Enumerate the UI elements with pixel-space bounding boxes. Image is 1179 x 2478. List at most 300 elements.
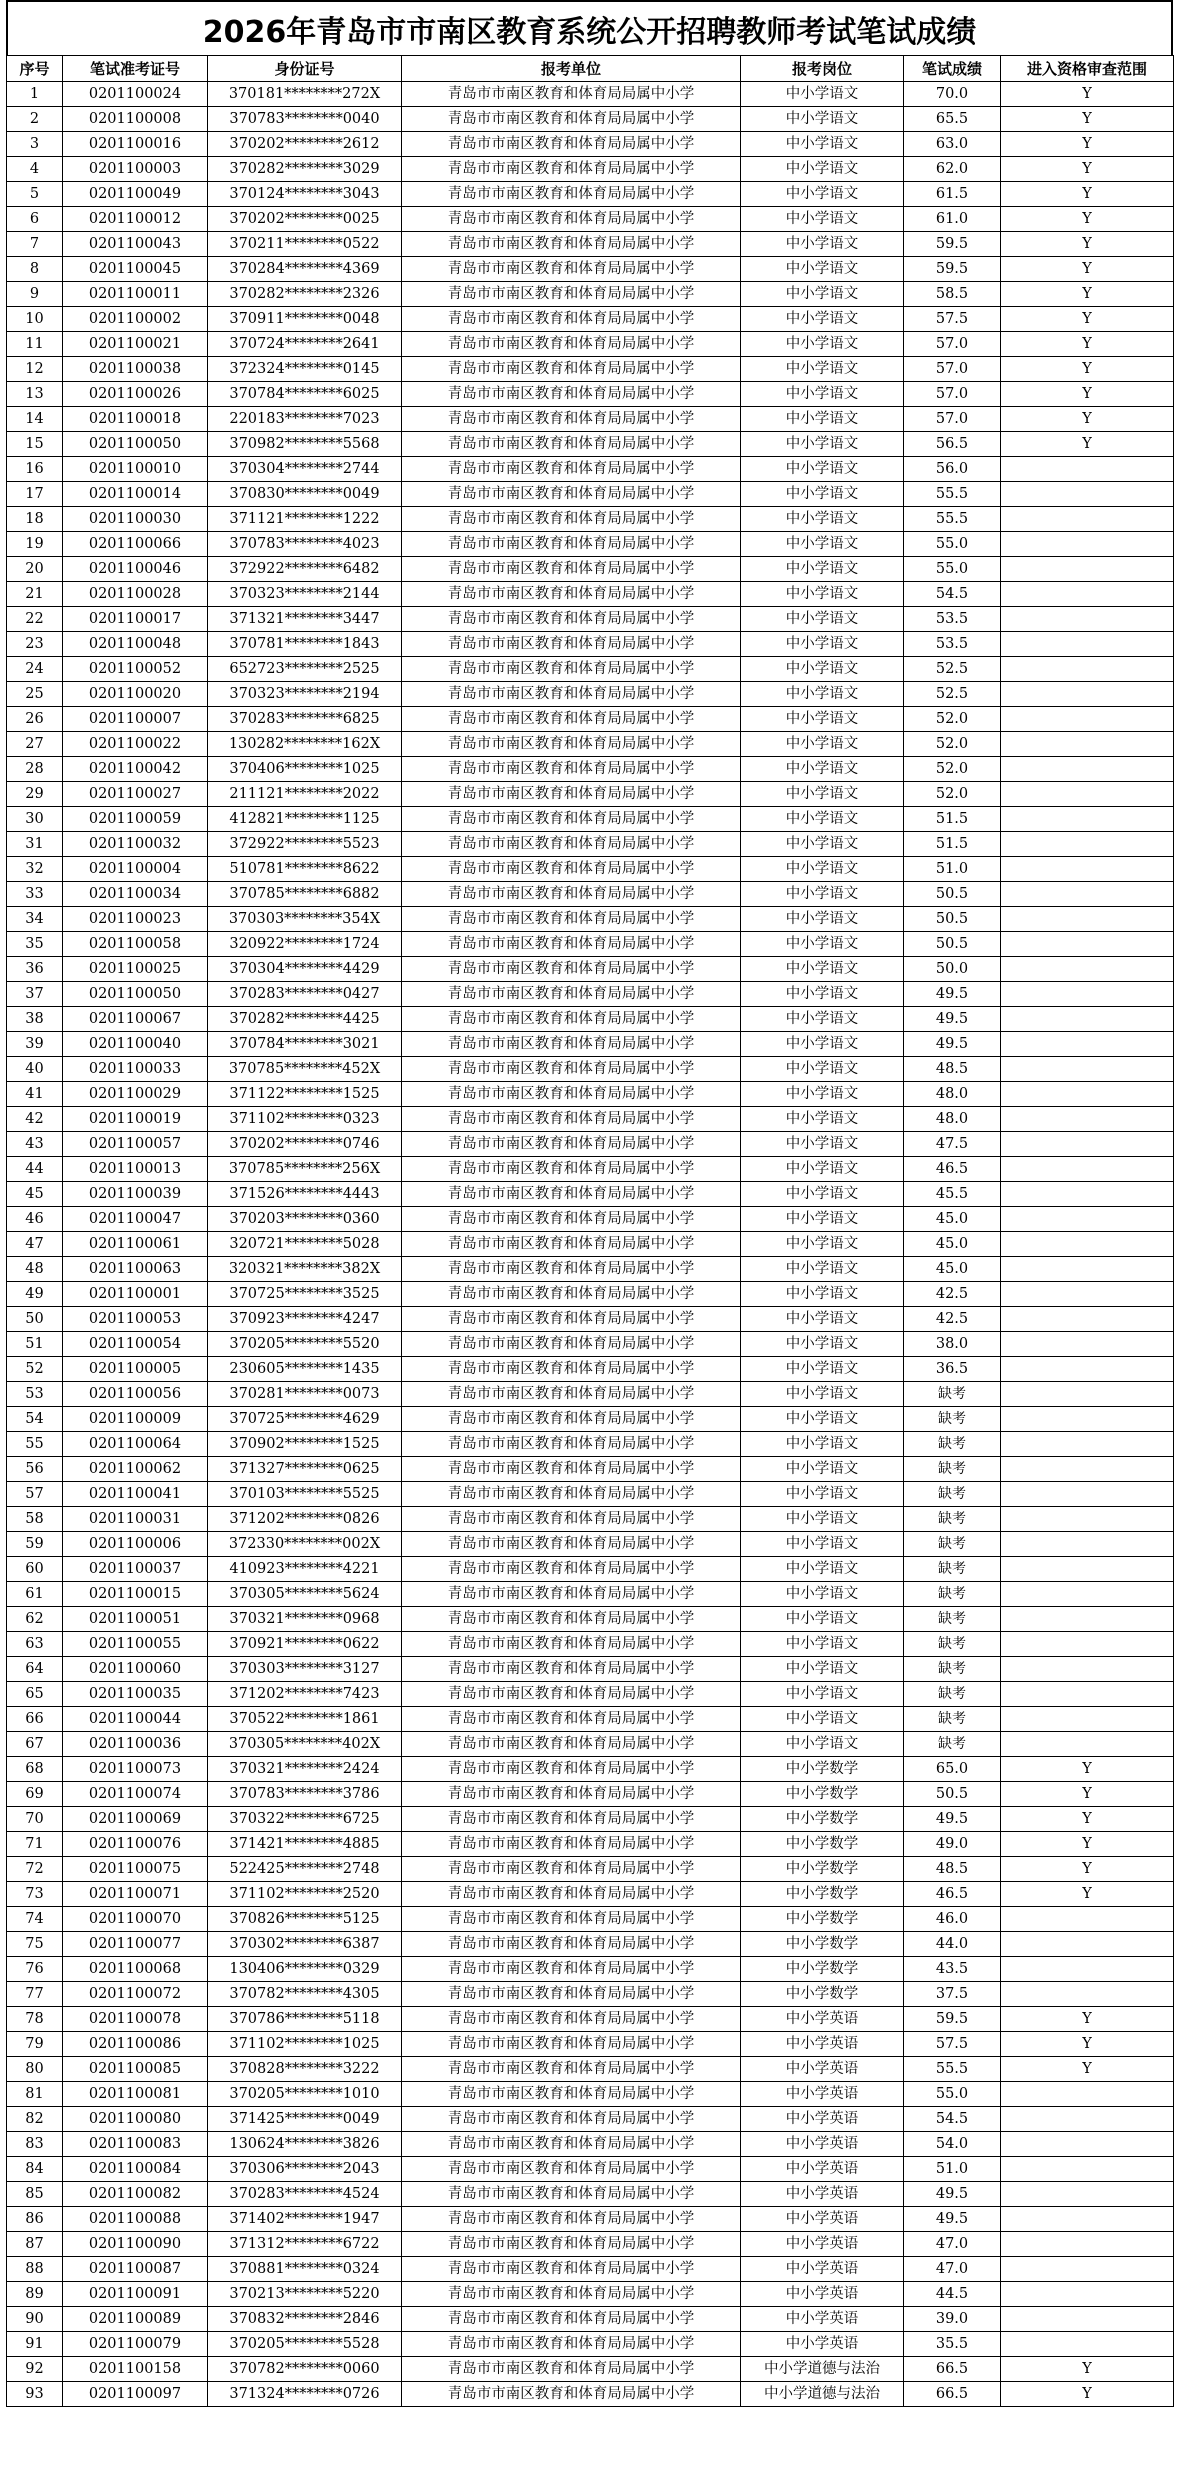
row-index: 30 <box>7 807 63 832</box>
applied-post: 中小学语文 <box>741 707 904 732</box>
ticket-number: 0201100070 <box>63 1907 208 1932</box>
row-index: 91 <box>7 2332 63 2357</box>
qualification-mark: Y <box>1001 132 1174 157</box>
applied-post: 中小学语文 <box>741 1057 904 1082</box>
applied-unit: 青岛市市南区教育和体育局局属中小学 <box>402 2082 741 2107</box>
applied-post: 中小学语文 <box>741 257 904 282</box>
written-score: 缺考 <box>904 1457 1001 1482</box>
table-row <box>7 232 1174 257</box>
applied-unit: 青岛市市南区教育和体育局局属中小学 <box>402 1232 741 1257</box>
applied-unit: 青岛市市南区教育和体育局局属中小学 <box>402 257 741 282</box>
ticket-number: 0201100026 <box>63 382 208 407</box>
applied-unit: 青岛市市南区教育和体育局局属中小学 <box>402 1907 741 1932</box>
written-score: 52.0 <box>904 732 1001 757</box>
qualification-mark <box>1001 507 1174 532</box>
qualification-mark: Y <box>1001 432 1174 457</box>
id-number: 371526********4443 <box>208 1182 402 1207</box>
id-number: 320721********5028 <box>208 1232 402 1257</box>
ticket-number: 0201100009 <box>63 1407 208 1432</box>
row-index: 5 <box>7 182 63 207</box>
applied-post: 中小学英语 <box>741 2307 904 2332</box>
applied-unit: 青岛市市南区教育和体育局局属中小学 <box>402 307 741 332</box>
row-index: 74 <box>7 1907 63 1932</box>
id-number: 370282********4425 <box>208 1007 402 1032</box>
applied-unit: 青岛市市南区教育和体育局局属中小学 <box>402 807 741 832</box>
written-score: 50.0 <box>904 957 1001 982</box>
table-row <box>7 432 1174 457</box>
applied-unit: 青岛市市南区教育和体育局局属中小学 <box>402 1132 741 1157</box>
qualification-mark: Y <box>1001 82 1174 107</box>
ticket-number: 0201100042 <box>63 757 208 782</box>
applied-unit: 青岛市市南区教育和体育局局属中小学 <box>402 682 741 707</box>
id-number: 412821********1125 <box>208 807 402 832</box>
written-score: 52.0 <box>904 757 1001 782</box>
applied-post: 中小学语文 <box>741 1157 904 1182</box>
applied-post: 中小学语文 <box>741 1682 904 1707</box>
id-number: 371327********0625 <box>208 1457 402 1482</box>
applied-post: 中小学数学 <box>741 1857 904 1882</box>
id-number: 370785********6882 <box>208 882 402 907</box>
ticket-number: 0201100087 <box>63 2257 208 2282</box>
table-row <box>7 1807 1174 1832</box>
qualification-mark <box>1001 732 1174 757</box>
id-number: 370725********4629 <box>208 1407 402 1432</box>
row-index: 70 <box>7 1807 63 1832</box>
id-number: 370202********0025 <box>208 207 402 232</box>
col-unit-header: 报考单位 <box>402 56 741 82</box>
row-index: 19 <box>7 532 63 557</box>
id-number: 370832********2846 <box>208 2307 402 2332</box>
table-row <box>7 1482 1174 1507</box>
applied-unit: 青岛市市南区教育和体育局局属中小学 <box>402 1932 741 1957</box>
id-number: 370124********3043 <box>208 182 402 207</box>
row-index: 51 <box>7 1332 63 1357</box>
applied-unit: 青岛市市南区教育和体育局局属中小学 <box>402 1857 741 1882</box>
table-row <box>7 2357 1174 2382</box>
applied-unit: 青岛市市南区教育和体育局局属中小学 <box>402 1032 741 1057</box>
table-row <box>7 2132 1174 2157</box>
applied-post: 中小学语文 <box>741 107 904 132</box>
ticket-number: 0201100033 <box>63 1057 208 1082</box>
written-score: 缺考 <box>904 1482 1001 1507</box>
applied-unit: 青岛市市南区教育和体育局局属中小学 <box>402 1107 741 1132</box>
written-score: 65.0 <box>904 1757 1001 1782</box>
applied-unit: 青岛市市南区教育和体育局局属中小学 <box>402 1382 741 1407</box>
applied-unit: 青岛市市南区教育和体育局局属中小学 <box>402 707 741 732</box>
table-row <box>7 832 1174 857</box>
ticket-number: 0201100083 <box>63 2132 208 2157</box>
ticket-number: 0201100064 <box>63 1432 208 1457</box>
written-score: 缺考 <box>904 1582 1001 1607</box>
col-index-header: 序号 <box>7 56 63 82</box>
qualification-mark <box>1001 882 1174 907</box>
qualification-mark <box>1001 1332 1174 1357</box>
applied-post: 中小学语文 <box>741 1332 904 1357</box>
qualification-mark <box>1001 807 1174 832</box>
table-row <box>7 1857 1174 1882</box>
qualification-mark <box>1001 682 1174 707</box>
written-score: 59.5 <box>904 232 1001 257</box>
applied-post: 中小学语文 <box>741 1032 904 1057</box>
written-score: 57.0 <box>904 357 1001 382</box>
qualification-mark <box>1001 582 1174 607</box>
applied-post: 中小学语文 <box>741 682 904 707</box>
written-score: 63.0 <box>904 132 1001 157</box>
applied-unit: 青岛市市南区教育和体育局局属中小学 <box>402 657 741 682</box>
table-row <box>7 2382 1174 2407</box>
row-index: 75 <box>7 1932 63 1957</box>
ticket-number: 0201100040 <box>63 1032 208 1057</box>
table-row <box>7 2332 1174 2357</box>
ticket-number: 0201100058 <box>63 932 208 957</box>
applied-post: 中小学语文 <box>741 1482 904 1507</box>
ticket-number: 0201100022 <box>63 732 208 757</box>
written-score: 49.5 <box>904 1007 1001 1032</box>
qualification-mark <box>1001 1432 1174 1457</box>
qualification-mark: Y <box>1001 1857 1174 1882</box>
table-row <box>7 1432 1174 1457</box>
id-number: 370786********5118 <box>208 2007 402 2032</box>
qualification-mark <box>1001 657 1174 682</box>
applied-post: 中小学语文 <box>741 1232 904 1257</box>
row-index: 13 <box>7 382 63 407</box>
applied-post: 中小学语文 <box>741 982 904 1007</box>
applied-post: 中小学数学 <box>741 1807 904 1832</box>
id-number: 370205********5520 <box>208 1332 402 1357</box>
written-score: 70.0 <box>904 82 1001 107</box>
applied-post: 中小学语文 <box>741 1082 904 1107</box>
qualification-mark <box>1001 1582 1174 1607</box>
qualification-mark: Y <box>1001 1832 1174 1857</box>
table-row <box>7 957 1174 982</box>
qualification-mark <box>1001 2232 1174 2257</box>
row-index: 11 <box>7 332 63 357</box>
table-row <box>7 1132 1174 1157</box>
applied-post: 中小学语文 <box>741 207 904 232</box>
applied-unit: 青岛市市南区教育和体育局局属中小学 <box>402 232 741 257</box>
written-score: 49.5 <box>904 2182 1001 2207</box>
qualification-mark: Y <box>1001 107 1174 132</box>
id-number: 370321********0968 <box>208 1607 402 1632</box>
applied-post: 中小学英语 <box>741 2232 904 2257</box>
qualification-mark <box>1001 1157 1174 1182</box>
applied-post: 中小学数学 <box>741 1932 904 1957</box>
qualification-mark <box>1001 1657 1174 1682</box>
row-index: 28 <box>7 757 63 782</box>
table-row <box>7 357 1174 382</box>
applied-post: 中小学英语 <box>741 2207 904 2232</box>
qualification-mark <box>1001 757 1174 782</box>
written-score: 35.5 <box>904 2332 1001 2357</box>
applied-post: 中小学语文 <box>741 582 904 607</box>
row-index: 66 <box>7 1707 63 1732</box>
applied-unit: 青岛市市南区教育和体育局局属中小学 <box>402 1957 741 1982</box>
qualification-mark <box>1001 482 1174 507</box>
written-score: 61.5 <box>904 182 1001 207</box>
applied-post: 中小学英语 <box>741 2107 904 2132</box>
id-number: 370923********4247 <box>208 1307 402 1332</box>
ticket-number: 0201100071 <box>63 1882 208 1907</box>
applied-post: 中小学语文 <box>741 932 904 957</box>
applied-unit: 青岛市市南区教育和体育局局属中小学 <box>402 1807 741 1832</box>
ticket-number: 0201100063 <box>63 1257 208 1282</box>
row-index: 17 <box>7 482 63 507</box>
applied-unit: 青岛市市南区教育和体育局局属中小学 <box>402 1082 741 1107</box>
table-row <box>7 907 1174 932</box>
applied-post: 中小学语文 <box>741 1732 904 1757</box>
qualification-mark <box>1001 707 1174 732</box>
row-index: 93 <box>7 2382 63 2407</box>
written-score: 48.5 <box>904 1057 1001 1082</box>
qualification-mark <box>1001 2332 1174 2357</box>
qualification-mark <box>1001 1007 1174 1032</box>
table-row <box>7 632 1174 657</box>
table-row <box>7 757 1174 782</box>
row-index: 62 <box>7 1607 63 1632</box>
id-number: 370881********0324 <box>208 2257 402 2282</box>
applied-post: 中小学语文 <box>741 1607 904 1632</box>
applied-post: 中小学语文 <box>741 557 904 582</box>
table-row <box>7 1632 1174 1657</box>
written-score: 49.5 <box>904 1807 1001 1832</box>
qualification-mark: Y <box>1001 2382 1174 2407</box>
row-index: 40 <box>7 1057 63 1082</box>
id-number: 370282********2326 <box>208 282 402 307</box>
table-row <box>7 1282 1174 1307</box>
qualification-mark <box>1001 1732 1174 1757</box>
applied-unit: 青岛市市南区教育和体育局局属中小学 <box>402 1557 741 1582</box>
applied-post: 中小学道德与法治 <box>741 2357 904 2382</box>
id-number: 370205********1010 <box>208 2082 402 2107</box>
ticket-number: 0201100001 <box>63 1282 208 1307</box>
id-number: 370785********452X <box>208 1057 402 1082</box>
qualification-mark: Y <box>1001 2057 1174 2082</box>
ticket-number: 0201100025 <box>63 957 208 982</box>
row-index: 39 <box>7 1032 63 1057</box>
row-index: 12 <box>7 357 63 382</box>
row-index: 68 <box>7 1757 63 1782</box>
ticket-number: 0201100066 <box>63 532 208 557</box>
written-score: 48.0 <box>904 1107 1001 1132</box>
applied-post: 中小学英语 <box>741 2257 904 2282</box>
ticket-number: 0201100060 <box>63 1657 208 1682</box>
row-index: 15 <box>7 432 63 457</box>
qualification-mark <box>1001 1957 1174 1982</box>
ticket-number: 0201100047 <box>63 1207 208 1232</box>
applied-post: 中小学英语 <box>741 2032 904 2057</box>
applied-unit: 青岛市市南区教育和体育局局属中小学 <box>402 732 741 757</box>
id-number: 370322********6725 <box>208 1807 402 1832</box>
id-number: 371102********0323 <box>208 1107 402 1132</box>
written-score: 44.0 <box>904 1932 1001 1957</box>
row-index: 52 <box>7 1357 63 1382</box>
table-row <box>7 2182 1174 2207</box>
qualification-mark <box>1001 1907 1174 1932</box>
ticket-number: 0201100017 <box>63 607 208 632</box>
id-number: 370828********3222 <box>208 2057 402 2082</box>
table-row <box>7 2257 1174 2282</box>
table-row <box>7 932 1174 957</box>
id-number: 220183********7023 <box>208 407 402 432</box>
written-score: 42.5 <box>904 1307 1001 1332</box>
row-index: 57 <box>7 1482 63 1507</box>
applied-unit: 青岛市市南区教育和体育局局属中小学 <box>402 2182 741 2207</box>
id-number: 372922********6482 <box>208 557 402 582</box>
qualification-mark: Y <box>1001 232 1174 257</box>
table-row <box>7 1557 1174 1582</box>
applied-unit: 青岛市市南区教育和体育局局属中小学 <box>402 1207 741 1232</box>
qualification-mark <box>1001 1057 1174 1082</box>
written-score: 缺考 <box>904 1407 1001 1432</box>
row-index: 53 <box>7 1382 63 1407</box>
qualification-mark: Y <box>1001 182 1174 207</box>
applied-post: 中小学数学 <box>741 1882 904 1907</box>
written-score: 46.0 <box>904 1907 1001 1932</box>
ticket-number: 0201100052 <box>63 657 208 682</box>
written-score: 55.0 <box>904 557 1001 582</box>
row-index: 90 <box>7 2307 63 2332</box>
written-score: 62.0 <box>904 157 1001 182</box>
qualification-mark <box>1001 2307 1174 2332</box>
table-row <box>7 1832 1174 1857</box>
id-number: 230605********1435 <box>208 1357 402 1382</box>
qualification-mark <box>1001 1032 1174 1057</box>
applied-post: 中小学语文 <box>741 1657 904 1682</box>
written-score: 44.5 <box>904 2282 1001 2307</box>
row-index: 29 <box>7 782 63 807</box>
applied-unit: 青岛市市南区教育和体育局局属中小学 <box>402 1282 741 1307</box>
ticket-number: 0201100003 <box>63 157 208 182</box>
applied-post: 中小学语文 <box>741 432 904 457</box>
applied-unit: 青岛市市南区教育和体育局局属中小学 <box>402 382 741 407</box>
qualification-mark <box>1001 932 1174 957</box>
row-index: 69 <box>7 1782 63 1807</box>
id-number: 320922********1724 <box>208 932 402 957</box>
written-score: 57.5 <box>904 2032 1001 2057</box>
written-score: 45.0 <box>904 1207 1001 1232</box>
col-ticket-header: 笔试准考证号 <box>63 56 208 82</box>
applied-post: 中小学英语 <box>741 2082 904 2107</box>
table-row <box>7 1157 1174 1182</box>
applied-unit: 青岛市市南区教育和体育局局属中小学 <box>402 357 741 382</box>
ticket-number: 0201100080 <box>63 2107 208 2132</box>
row-index: 61 <box>7 1582 63 1607</box>
table-row <box>7 2107 1174 2132</box>
applied-unit: 青岛市市南区教育和体育局局属中小学 <box>402 2132 741 2157</box>
written-score: 缺考 <box>904 1507 1001 1532</box>
ticket-number: 0201100039 <box>63 1182 208 1207</box>
qualification-mark <box>1001 1932 1174 1957</box>
written-score: 61.0 <box>904 207 1001 232</box>
id-number: 370205********5528 <box>208 2332 402 2357</box>
written-score: 42.5 <box>904 1282 1001 1307</box>
table-row <box>7 582 1174 607</box>
written-score: 49.0 <box>904 1832 1001 1857</box>
applied-unit: 青岛市市南区教育和体育局局属中小学 <box>402 1482 741 1507</box>
id-number: 370281********0073 <box>208 1382 402 1407</box>
row-index: 84 <box>7 2157 63 2182</box>
ticket-number: 0201100013 <box>63 1157 208 1182</box>
qualification-mark <box>1001 1207 1174 1232</box>
row-index: 72 <box>7 1857 63 1882</box>
qualification-mark <box>1001 1457 1174 1482</box>
applied-unit: 青岛市市南区教育和体育局局属中小学 <box>402 607 741 632</box>
qualification-mark <box>1001 1282 1174 1307</box>
row-index: 48 <box>7 1257 63 1282</box>
id-number: 370406********1025 <box>208 757 402 782</box>
written-score: 57.5 <box>904 307 1001 332</box>
qualification-mark: Y <box>1001 1757 1174 1782</box>
table-row <box>7 1032 1174 1057</box>
ticket-number: 0201100008 <box>63 107 208 132</box>
table-row <box>7 682 1174 707</box>
applied-unit: 青岛市市南区教育和体育局局属中小学 <box>402 1682 741 1707</box>
ticket-number: 0201100002 <box>63 307 208 332</box>
id-number: 370725********3525 <box>208 1282 402 1307</box>
applied-unit: 青岛市市南区教育和体育局局属中小学 <box>402 957 741 982</box>
table-row <box>7 782 1174 807</box>
id-number: 370783********0040 <box>208 107 402 132</box>
ticket-number: 0201100097 <box>63 2382 208 2407</box>
written-score: 缺考 <box>904 1732 1001 1757</box>
id-number: 370203********0360 <box>208 1207 402 1232</box>
table-row <box>7 157 1174 182</box>
ticket-number: 0201100050 <box>63 432 208 457</box>
table-row <box>7 1082 1174 1107</box>
applied-unit: 青岛市市南区教育和体育局局属中小学 <box>402 1607 741 1632</box>
table-row <box>7 2032 1174 2057</box>
table-row <box>7 1907 1174 1932</box>
applied-unit: 青岛市市南区教育和体育局局属中小学 <box>402 1782 741 1807</box>
qualification-mark <box>1001 557 1174 582</box>
written-score: 52.5 <box>904 682 1001 707</box>
table-row <box>7 107 1174 132</box>
applied-unit: 青岛市市南区教育和体育局局属中小学 <box>402 182 741 207</box>
id-number: 211121********2022 <box>208 782 402 807</box>
ticket-number: 0201100076 <box>63 1832 208 1857</box>
written-score: 49.5 <box>904 982 1001 1007</box>
applied-unit: 青岛市市南区教育和体育局局属中小学 <box>402 1832 741 1857</box>
applied-post: 中小学语文 <box>741 957 904 982</box>
applied-post: 中小学道德与法治 <box>741 2382 904 2407</box>
applied-post: 中小学数学 <box>741 1957 904 1982</box>
written-score: 49.5 <box>904 2207 1001 2232</box>
qualification-mark <box>1001 2082 1174 2107</box>
written-score: 36.5 <box>904 1357 1001 1382</box>
id-number: 371202********7423 <box>208 1682 402 1707</box>
table-body <box>7 82 1174 2407</box>
table-row <box>7 1657 1174 1682</box>
row-index: 87 <box>7 2232 63 2257</box>
row-index: 41 <box>7 1082 63 1107</box>
ticket-number: 0201100079 <box>63 2332 208 2357</box>
id-number: 370303********354X <box>208 907 402 932</box>
ticket-number: 0201100030 <box>63 507 208 532</box>
row-index: 49 <box>7 1282 63 1307</box>
ticket-number: 0201100053 <box>63 1307 208 1332</box>
qualification-mark <box>1001 2257 1174 2282</box>
row-index: 54 <box>7 1407 63 1432</box>
id-number: 370181********272X <box>208 82 402 107</box>
row-index: 21 <box>7 582 63 607</box>
written-score: 52.5 <box>904 657 1001 682</box>
table-row <box>7 1707 1174 1732</box>
applied-unit: 青岛市市南区教育和体育局局属中小学 <box>402 982 741 1007</box>
applied-post: 中小学语文 <box>741 632 904 657</box>
qualification-mark <box>1001 1507 1174 1532</box>
applied-post: 中小学数学 <box>741 1907 904 1932</box>
id-number: 370782********0060 <box>208 2357 402 2382</box>
